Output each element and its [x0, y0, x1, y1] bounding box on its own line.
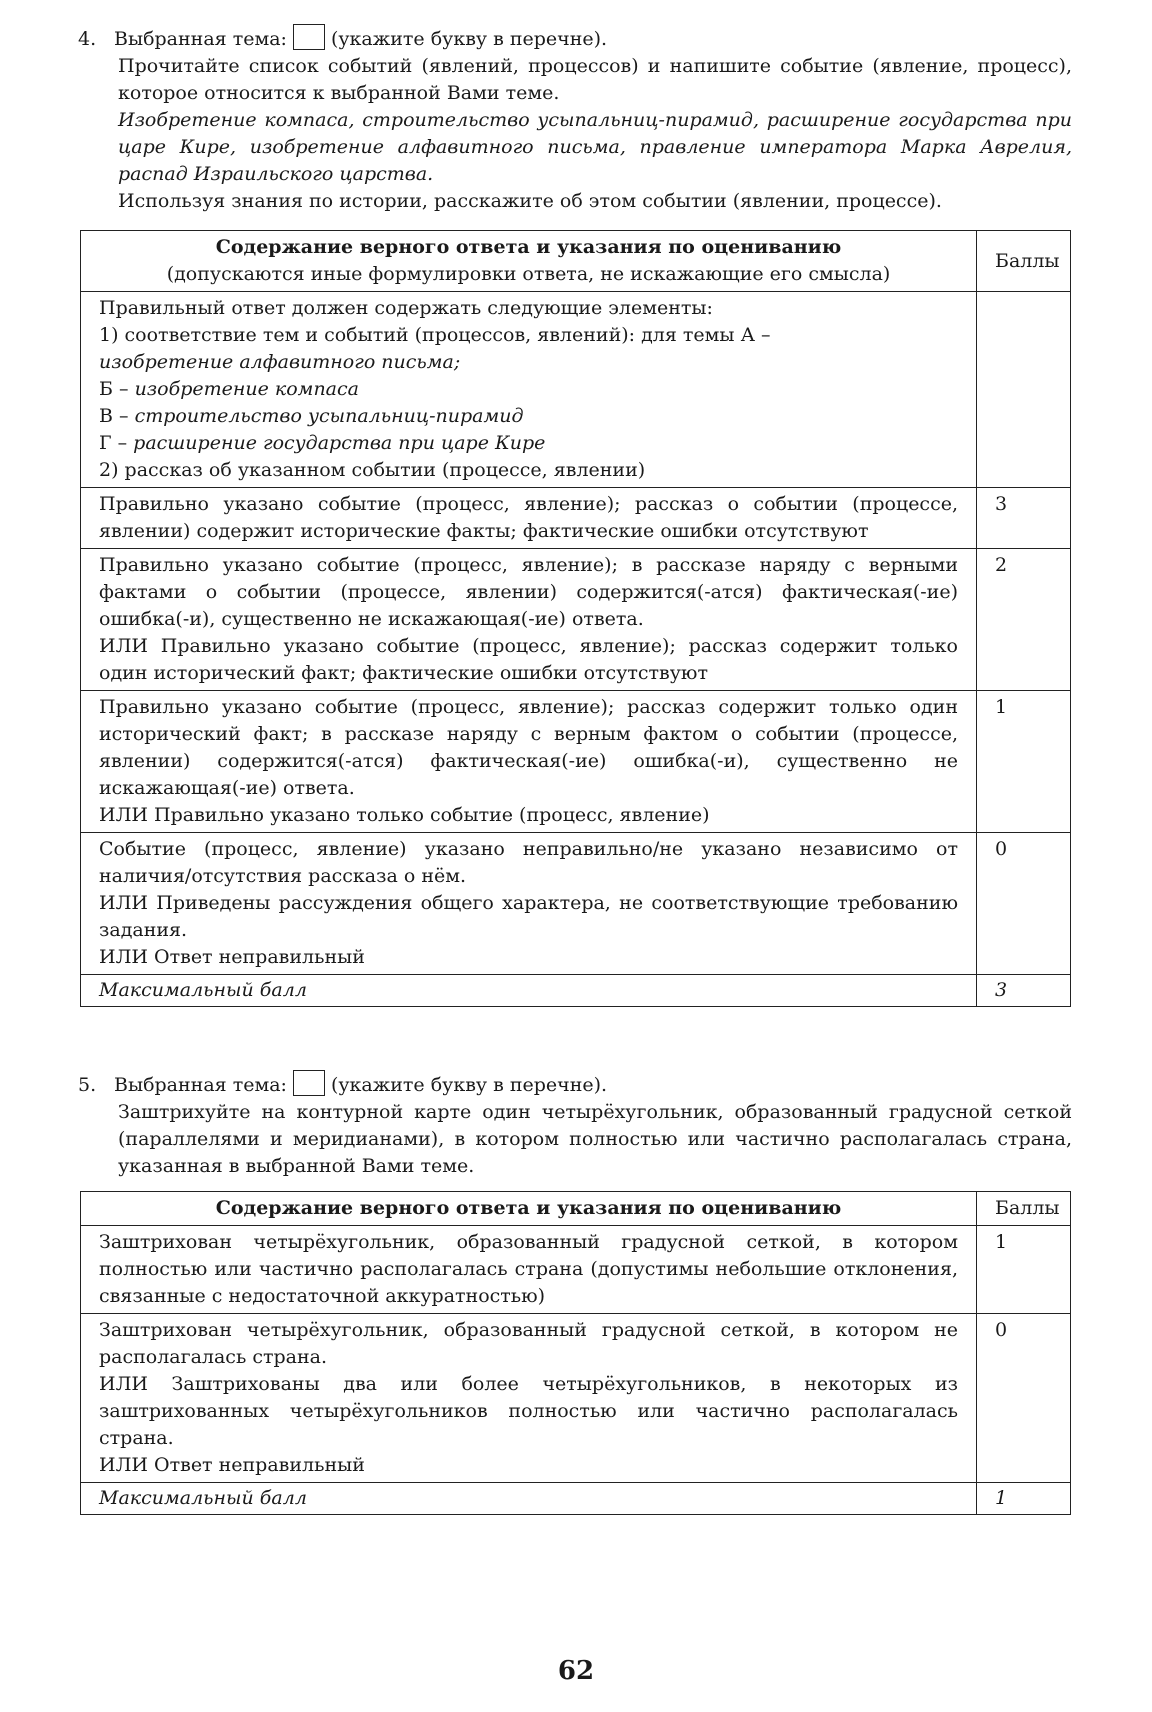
criteria-text: ИЛИ Правильно указано событие (процесс, явление); рассказ содержит только один исторический факт; фактические ошибки отсутствуют	[99, 635, 958, 684]
criteria-text: Правильно указано событие (процесс, явление); в рассказе наряду с верными фактами о событии (процессе, явлении) содержится(-атся) фактическая(-ие) ошибка(-и), существенно не искажающая(-ие) ответа.	[99, 554, 958, 630]
task-4-grading-table	[80, 230, 1071, 1007]
max-score-label: Максимальный балл	[81, 975, 977, 1007]
criteria-score: 0	[977, 1314, 1071, 1483]
criteria-row	[81, 833, 1071, 975]
theme-letter-box[interactable]	[293, 24, 325, 50]
criteria-score: 1	[977, 1226, 1071, 1314]
max-score-label: Максимальный балл	[81, 1483, 977, 1515]
criteria-text: ИЛИ Правильно указано только событие (процесс, явление)	[99, 804, 710, 826]
criteria-text: Правильно указано событие (процесс, явление); рассказ содержит только один исторический факт; в рассказе наряду с верным фактом о событии (процессе, явлении) содержится(-атся) фактическая(-ие) ошибка(-и), существенно не искажающая(-ие) ответа.	[99, 696, 958, 799]
task-4-events: Изобретение компаса, строительство усыпальниц-пирамид, расширение государства при царе Кире, изобретение алфавитного письма, правление императора Марка Аврелия, распад Израильского царства.	[118, 109, 1072, 185]
task-5	[78, 1070, 1072, 1180]
task-4	[78, 24, 1072, 215]
answer-content	[81, 292, 977, 488]
criteria-score: 2	[977, 549, 1071, 691]
task-4-instruction: Прочитайте список событий (явлений, процессов) и напишите событие (явление, процесс), которое относится к выбранной Вами теме.	[118, 55, 1072, 104]
answer-item-1: 1) соответствие тем и событий (процессов, явлений): для темы А –	[99, 324, 771, 346]
answer-g-letter: Г –	[99, 432, 128, 454]
content-header-main: Содержание верного ответа и указания по оцениванию	[215, 1197, 842, 1219]
criteria-row	[81, 1314, 1071, 1483]
answer-b-letter: Б –	[99, 378, 129, 400]
answer-item-1-a: изобретение алфавитного письма;	[99, 351, 461, 373]
criteria-row	[81, 488, 1071, 549]
task-4-heading	[78, 24, 1072, 53]
task-4-theme-prefix: Выбранная тема:	[114, 28, 287, 50]
answer-v-text: строительство усыпальниц-пирамид	[134, 405, 524, 427]
criteria-text: Правильно указано событие (процесс, явление); рассказ о событии (процессе, явлении) содержит исторические факты; фактические ошибки отсутствуют	[99, 493, 958, 542]
criteria-row	[81, 549, 1071, 691]
criteria-text: Событие (процесс, явление) указано неправильно/не указано независимо от наличия/отсутствия рассказа о нём.	[99, 838, 958, 887]
answer-intro: Правильный ответ должен содержать следующие элементы:	[99, 297, 713, 319]
criteria-text: Заштрихован четырёхугольник, образованный градусной сеткой, в котором не располагалась страна.	[99, 1319, 958, 1368]
criteria-score: 1	[977, 691, 1071, 833]
answer-b-text: изобретение компаса	[134, 378, 359, 400]
content-header-sub: (допускаются иные формулировки ответа, не искажающие его смысла)	[166, 263, 891, 285]
content-header	[81, 231, 977, 292]
max-score-row	[81, 975, 1071, 1007]
criteria-score: 3	[977, 488, 1071, 549]
task-4-theme-suffix: (укажите букву в перечне).	[330, 28, 608, 50]
score-header: Баллы	[977, 1192, 1071, 1226]
task-5-heading	[78, 1070, 1072, 1099]
task-4-number: 4.	[78, 28, 97, 50]
score-header: Баллы	[977, 231, 1071, 292]
content-header	[81, 1192, 977, 1226]
criteria-text: ИЛИ Заштрихованы два или более четырёхугольников, в некоторых из заштрихованных четырёхугольников полностью или частично располагалась страна.	[99, 1373, 958, 1449]
max-score-value: 1	[977, 1483, 1071, 1515]
criteria-row	[81, 1226, 1071, 1314]
table-header-row	[81, 1192, 1071, 1226]
answer-v-letter: В –	[99, 405, 129, 427]
max-score-value: 3	[977, 975, 1071, 1007]
content-header-main: Содержание верного ответа и указания по оцениванию	[215, 236, 842, 258]
answer-g-text: расширение государства при царе Кире	[133, 432, 546, 454]
answer-score-cell	[977, 292, 1071, 488]
criteria-text: Заштрихован четырёхугольник, образованный градусной сеткой, в котором полностью или частично располагалась страна (допустимы небольшие отклонения, связанные с недостаточной аккуратностью)	[99, 1231, 958, 1307]
task-5-grading-table	[80, 1191, 1071, 1515]
task-4-closing: Используя знания по истории, расскажите об этом событии (явлении, процессе).	[118, 190, 942, 212]
task-5-theme-suffix: (укажите букву в перечне).	[330, 1074, 608, 1096]
answer-row	[81, 292, 1071, 488]
criteria-text: ИЛИ Приведены рассуждения общего характера, не соответствующие требованию задания.	[99, 892, 958, 941]
table-header-row	[81, 231, 1071, 292]
max-score-row	[81, 1483, 1071, 1515]
criteria-text: ИЛИ Ответ неправильный	[99, 1454, 365, 1476]
task-5-theme-prefix: Выбранная тема:	[114, 1074, 287, 1096]
task-5-instruction: Заштрихуйте на контурной карте один четырёхугольник, образованный градусной сеткой (параллелями и меридианами), в котором полностью или частично располагалась страна, указанная в выбранной Вами теме.	[118, 1101, 1072, 1177]
task-5-number: 5.	[78, 1074, 97, 1096]
page-number: 62	[557, 1656, 595, 1686]
criteria-row	[81, 691, 1071, 833]
theme-letter-box[interactable]	[293, 1070, 325, 1096]
answer-item-2: 2) рассказ об указанном событии (процессе, явлении)	[99, 459, 646, 481]
criteria-text: ИЛИ Ответ неправильный	[99, 946, 365, 968]
criteria-score: 0	[977, 833, 1071, 975]
